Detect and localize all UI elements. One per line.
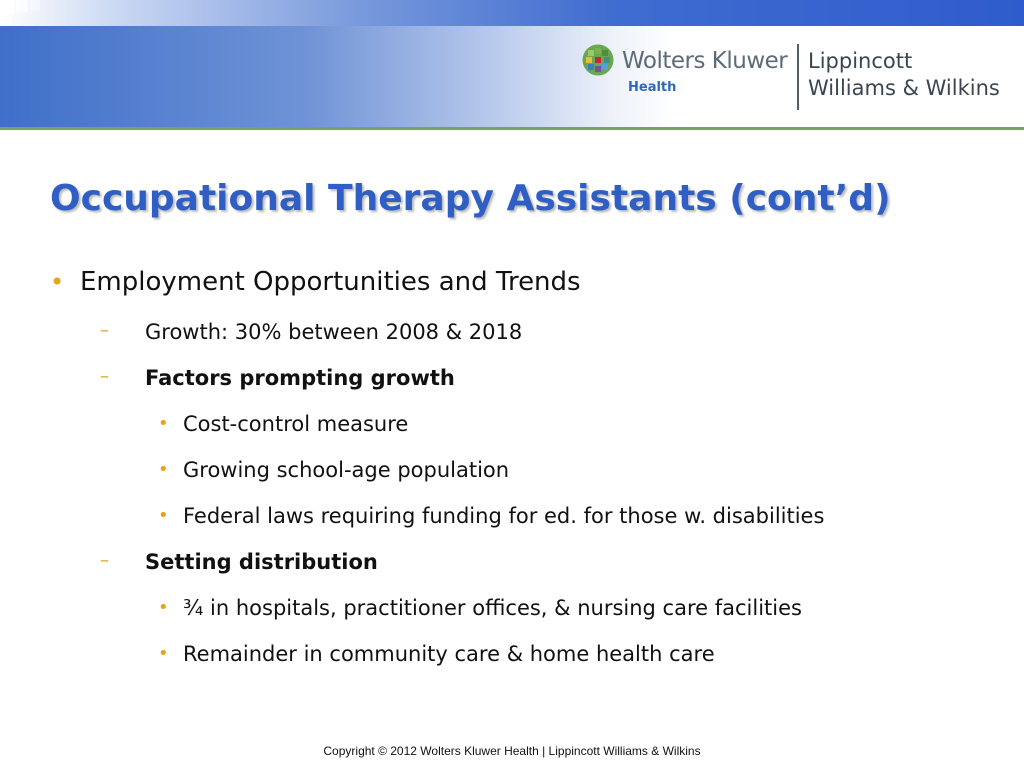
dash-marker: – xyxy=(100,320,109,341)
copyright-footer: Copyright © 2012 Wolters Kluwer Health | Lippincott Williams & Wilkins xyxy=(323,744,701,758)
bullet-level1: Employment Opportunities and Trends xyxy=(80,267,581,297)
logo-divider xyxy=(797,44,799,110)
slide-header-band xyxy=(0,0,1024,127)
bullet-level2-heading: Setting distribution xyxy=(145,550,378,574)
bullet-level3: Federal laws requiring funding for ed. for those w. disabilities xyxy=(183,504,825,528)
bullet-marker: • xyxy=(158,459,169,480)
logo-division-text: Health xyxy=(628,80,677,95)
corner-square xyxy=(16,0,28,12)
bullet-level3: Cost-control measure xyxy=(183,412,409,436)
header-top-stripe xyxy=(0,0,1024,26)
corner-square xyxy=(0,16,12,26)
wolters-kluwer-globe-icon xyxy=(582,44,614,76)
header-rule xyxy=(0,127,1024,130)
slide-title: Occupational Therapy Assistants (cont’d) xyxy=(50,178,891,219)
logo-partner-line: Williams & Wilkins xyxy=(808,76,1000,100)
bullet-level3: ¾ in hospitals, practitioner offices, & nursing care facilities xyxy=(183,596,802,620)
bullet-level2-heading: Factors prompting growth xyxy=(145,366,455,390)
bullet-marker: • xyxy=(50,268,65,296)
bullet-level2: Growth: 30% between 2008 & 2018 xyxy=(145,320,523,344)
corner-square xyxy=(30,0,40,10)
logo-partner-text xyxy=(808,48,1000,102)
publisher-logo xyxy=(582,44,1022,114)
dash-marker: – xyxy=(100,366,109,387)
logo-brand-text: Wolters Kluwer xyxy=(622,48,788,74)
bullet-marker: • xyxy=(158,505,169,526)
dash-marker: – xyxy=(100,550,109,571)
bullet-marker: • xyxy=(158,597,169,618)
bullet-level3: Growing school-age population xyxy=(183,458,510,482)
corner-square xyxy=(0,0,14,14)
bullet-marker: • xyxy=(158,643,169,664)
logo-partner-line: Lippincott xyxy=(808,49,913,73)
bullet-level3: Remainder in community care & home health care xyxy=(183,642,715,666)
bullet-marker: • xyxy=(158,413,169,434)
